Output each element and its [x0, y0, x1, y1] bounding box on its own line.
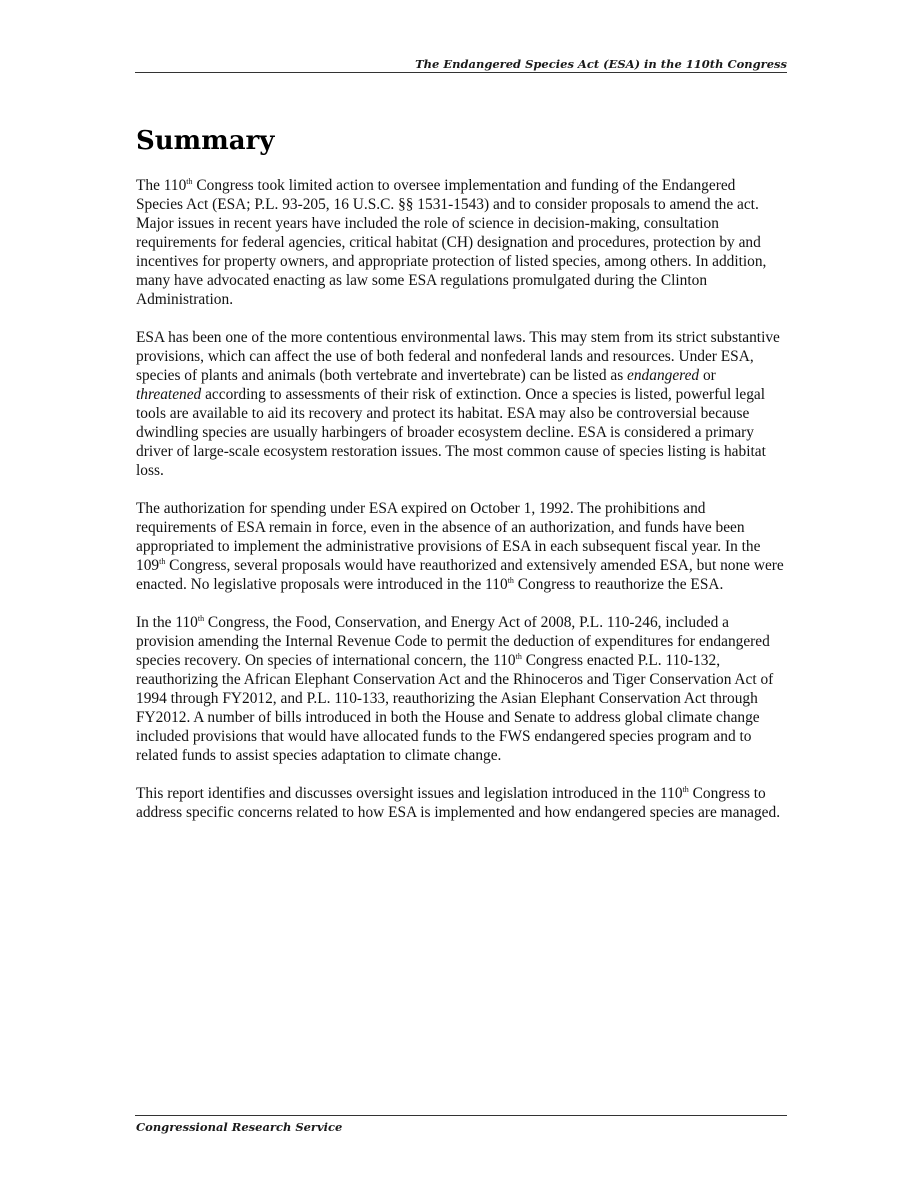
text-run: Congress, several proposals would have reauthorized and extensively amended ESA, but none were enacted. No legislative proposals were introduced in the 110 [136, 557, 784, 593]
summary-body [136, 176, 784, 841]
ordinal-suffix: th [515, 652, 522, 661]
text-run: Congress, the Food, Conservation, and Energy Act of 2008, P.L. 110-246, included a provision amending the Internal Revenue Code to permit the deduction of expenditures for endangered species recovery. On species of international concern, the 110 [136, 614, 770, 669]
summary-paragraph-5 [136, 784, 784, 822]
text-run: In the 110 [136, 614, 198, 631]
page-title: Summary [136, 126, 275, 156]
text-run: according to assessments of their risk of extinction. Once a species is listed, powerful legal tools are available to aid its recovery and protect its habitat. ESA may also be controversial because dwindling species are usually harbingers of broader ecosystem decline. ESA is considered a primary driver of large-scale ecosystem restoration issues. The most common cause of species listing is habitat loss. [136, 386, 766, 479]
text-run: The authorization for spending under ESA expired on October 1, 1992. The prohibitions and requirements of ESA remain in force, even in the absence of an authorization, and funds have been appropriated to implement the administrative provisions of ESA in each subsequent fiscal year. In the 109 [136, 500, 761, 574]
ordinal-suffix: th [159, 557, 166, 566]
text-run: ESA has been one of the more contentious environmental laws. This may stem from its strict substantive provisions, which can affect the use of both federal and nonfederal lands and resources. Under ESA, species of plants and animals (both vertebrate and invertebrate) can be listed as [136, 329, 780, 384]
ordinal-suffix: th [682, 785, 689, 794]
running-header: The Endangered Species Act (ESA) in the 110th Congress [415, 57, 787, 71]
text-run: Congress to reauthorize the ESA. [513, 576, 724, 593]
text-run: or [699, 367, 716, 384]
emphasis-endangered: endangered [627, 367, 700, 384]
emphasis-threatened: threatened [136, 386, 202, 403]
ordinal-suffix: th [197, 614, 205, 623]
summary-paragraph-2 [136, 328, 784, 480]
footer-divider [135, 1115, 787, 1116]
summary-paragraph-4 [136, 613, 784, 765]
summary-paragraph-3 [136, 499, 784, 594]
ordinal-suffix: th [507, 576, 514, 585]
footer-publisher: Congressional Research Service [136, 1120, 343, 1134]
text-run: Congress to address specific concerns related to how ESA is implemented and how endangered species are managed. [136, 785, 781, 821]
text-run: Congress took limited action to oversee implementation and funding of the Endangered Species Act (ESA; P.L. 93-205, 16 U.S.C. §§ 1531-1543) and to consider proposals to amend the act. Major issues in recent years have included the role of science in decision-making, consultation requirements for federal agencies, critical habitat (CH) designation and procedures, protection by and incentives for property owners, and appropriate protection of listed species, among others. In addition, many have advocated enacting as law some ESA regulations promulgated during the Clinton Administration. [136, 177, 767, 308]
header-divider [135, 72, 787, 73]
text-run: Congress enacted P.L. 110-132, reauthorizing the African Elephant Conservation Act and the Rhinoceros and Tiger Conservation Act of 1994 through FY2012, and P.L. 110-133, reauthorizing the Asian Elephant Conservation Act through FY2012. A number of bills introduced in both the House and Senate to address global climate change included provisions that would have allocated funds to the FWS endangered species program and to related funds to assist species adaptation to climate change. [136, 652, 774, 764]
text-run: This report identifies and discusses oversight issues and legislation introduced in the 110 [136, 785, 683, 802]
text-run: The 110 [136, 177, 187, 194]
summary-paragraph-1 [136, 176, 784, 309]
ordinal-suffix: th [186, 177, 193, 186]
